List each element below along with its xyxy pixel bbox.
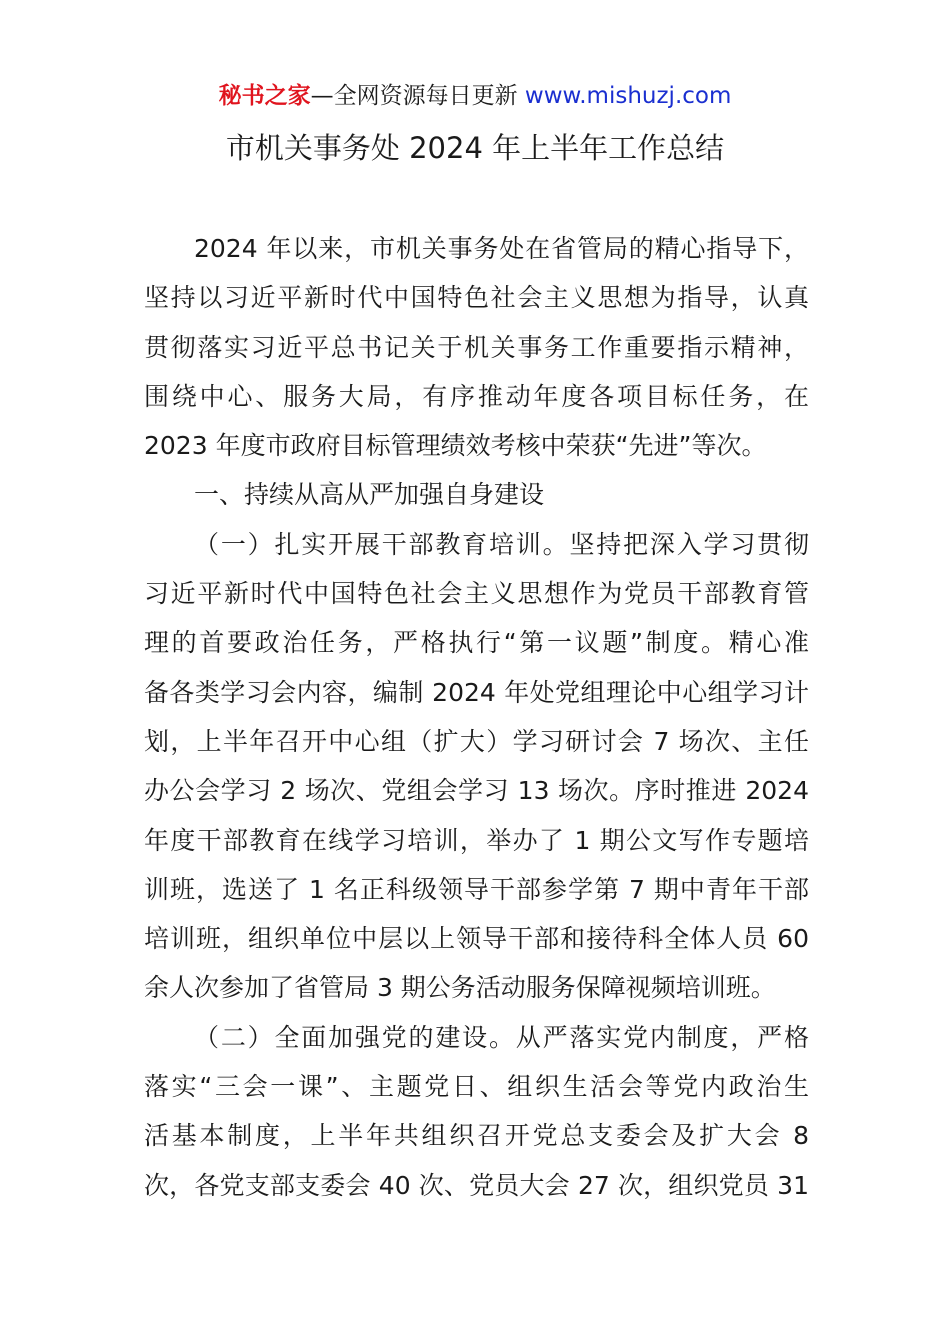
paragraph-line: 围绕中心、服务大局，有序推动年度各项目标任务，在	[144, 381, 809, 411]
site-url-link[interactable]: www.mishuzj.com	[524, 83, 732, 109]
paragraph-line: 理的首要政治任务，严格执行“第一议题”制度。精心准	[144, 628, 809, 658]
paragraph-line: 培训班，组织单位中层以上领导干部和接待科全体人员 60	[144, 924, 809, 954]
paragraph-line: 2024 年以来，市机关事务处在省管局的精心指导下，	[194, 234, 809, 263]
paragraph-line: 划，上半年召开中心组（扩大）学习研讨会 7 场次、主任	[144, 726, 809, 756]
paragraph-line: 备各类学习会内容，编制 2024 年处党组理论中心组学习计	[144, 677, 809, 707]
paragraph-line: （二）全面加强党的建设。从严落实党内制度，严格	[194, 1022, 809, 1052]
paragraph-line: 年度干部教育在线学习培训，举办了 1 期公文写作专题培	[144, 825, 809, 855]
brand-name: 秘书之家	[218, 83, 311, 109]
header-tagline: —全网资源每日更新	[310, 83, 525, 109]
paragraph-line: 习近平新时代中国特色社会主义思想作为党员干部教育管	[144, 579, 809, 609]
source-header	[0, 80, 950, 112]
paragraph-line: 活基本制度，上半年共组织召开党总支委会及扩大会 8	[144, 1121, 809, 1151]
paragraph-line: 落实“三会一课”、主题党日、组织生活会等党内政治生	[144, 1072, 809, 1102]
section-heading: 一、持续从高从严加强自身建设	[194, 480, 545, 510]
paragraph-line: 余人次参加了省管局 3 期公务活动服务保障视频培训班。	[144, 973, 776, 1003]
paragraph-line: 坚持以习近平新时代中国特色社会主义思想为指导，认真	[144, 283, 809, 313]
document-body	[144, 224, 809, 1210]
paragraph-line: 贯彻落实习近平总书记关于机关事务工作重要指示精神，	[144, 332, 809, 362]
paragraph-line: 次，各党支部支委会 40 次、党员大会 27 次，组织党员 31	[144, 1170, 809, 1200]
paragraph-line: （一）扎实开展干部教育培训。坚持把深入学习贯彻	[194, 529, 809, 559]
document-title: 市机关事务处 2024 年上半年工作总结	[225, 131, 725, 165]
paragraph-line: 2023 年度市政府目标管理绩效考核中荣获“先进”等次。	[144, 431, 767, 461]
paragraph-line: 办公会学习 2 场次、党组会学习 13 场次。序时推进 2024	[144, 776, 809, 806]
paragraph-line: 训班，选送了 1 名正科级领导干部参学第 7 期中青年干部	[144, 874, 809, 904]
